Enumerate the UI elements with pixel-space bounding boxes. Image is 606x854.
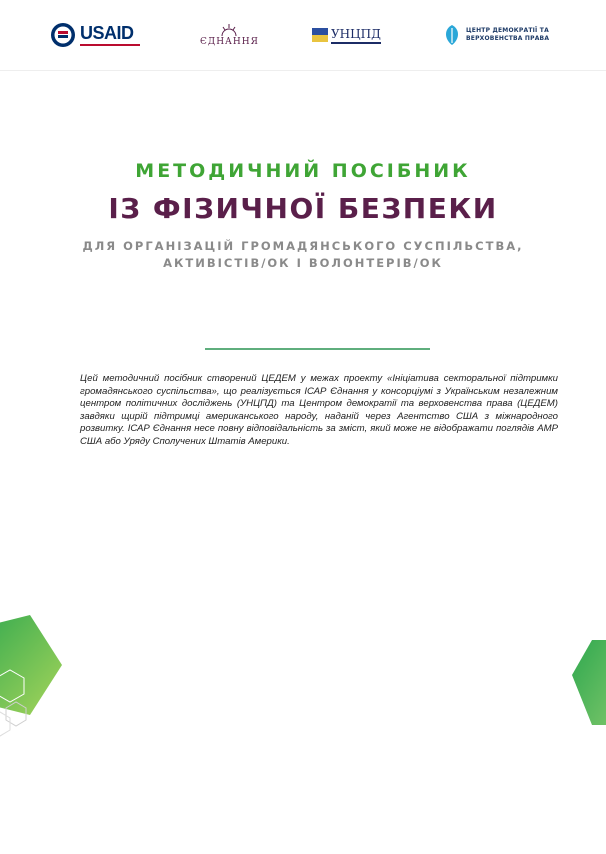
divider [205, 348, 430, 350]
ednannia-logo [200, 18, 259, 52]
hexagon-decoration-right [572, 630, 606, 730]
uncpd-logo [312, 18, 381, 52]
usaid-wordmark: USAID [80, 25, 140, 46]
hexagon-decoration-left [0, 600, 70, 740]
subtitle: ДЛЯ ОРГАНІЗАЦІЙ ГРОМАДЯНСЬКОГО СУСПІЛЬСТВА, АКТИВІСТІВ/ОК І ВОЛОНТЕРІВ/ОК [82, 239, 524, 270]
cedem-logo [442, 18, 549, 52]
header-logos-bar [0, 0, 606, 71]
disclaimer-paragraph: Цей методичний посібник створений ЦЕДЕМ у межах проекту «Ініціатива секторальної підтримки громадянського суспільства», що реалізується ІСАР Єднання у консорціумі з Українським незалежним центром політичних досліджень (УНЦПД) та Центром демократії та верховенства права (ЦЕДЕМ) завдяки щирій підтримці американського народу, наданій через Агентство США з міжнародного розвитку. ІСАР Єднання несе повну відповідальність за зміст, який може не відображати поглядів АМР США або Уряду Сполучених Штатів Америки. [80, 373, 558, 447]
leaf-icon [442, 24, 462, 46]
title-top: МЕТОДИЧНИЙ ПОСІБНИК [135, 160, 471, 182]
page-title: ІЗ ФІЗИЧНОЇ БЕЗПЕКИ [108, 192, 498, 225]
cedem-wordmark: ЦЕНТР ДЕМОКРАТІЇ ТА ВЕРХОВЕНСТВА ПРАВА [466, 27, 550, 42]
usaid-logo [50, 18, 140, 52]
ednannia-wordmark: ЄДНАННЯ [200, 37, 259, 47]
usaid-seal-icon [50, 22, 76, 48]
flag-icon [312, 28, 328, 42]
sun-icon [219, 23, 239, 37]
uncpd-wordmark: УНЦПД [331, 27, 381, 44]
